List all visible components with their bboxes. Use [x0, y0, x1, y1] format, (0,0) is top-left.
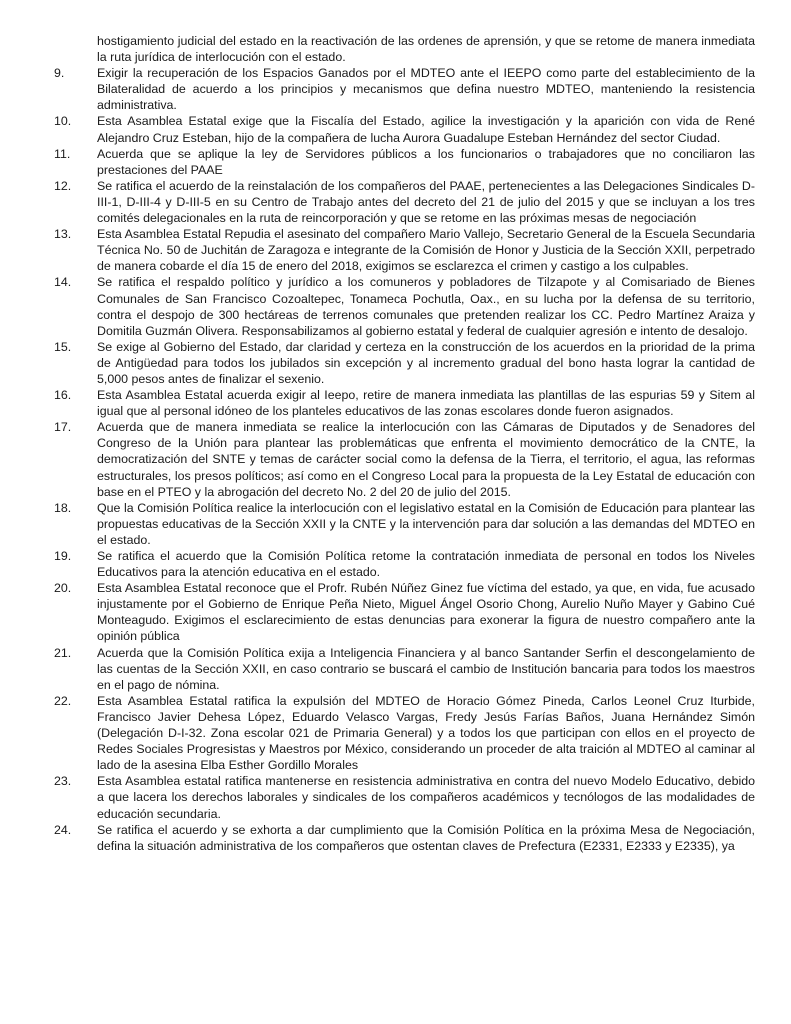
item-number: 19.: [54, 549, 72, 563]
list-item: [0, 226, 755, 274]
list-item: [0, 645, 755, 693]
continuation-paragraph: hostigamiento judicial del estado en la reactivación de las ordenes de aprensión, y que se retome de manera inmediata la ruta jurídica de interlocución con el estado.: [97, 34, 755, 65]
item-number: 16.: [54, 388, 72, 403]
item-text: Esta Asamblea estatal ratifica mantenerse en resistencia administrativa en contra del nuevo Modelo Educativo, debido a que lacera los derechos laborales y sindicales de los compañeros académicos y tecnólogos de las modalidades de educación secundaria.: [97, 774, 755, 821]
item-text: Se ratifica el acuerdo de la reinstalación de los compañeros del PAAE, pertenecientes a las Delegaciones Sindicales D-III-1, D-III-4 y D-III-5 en su Centro de Trabajo antes del decreto del 21 de julio del 2015 y que se incluyan a los tres comités delegacionales en la ruta de reincorporación y que se retome en las próximas mesas de negociación: [97, 178, 755, 226]
item-number: 11.: [54, 146, 71, 161]
list-item: [0, 580, 755, 644]
item-number: 9.: [54, 66, 65, 81]
item-text: Acuerda que se aplique la ley de Servidores públicos a los funcionarios o trabajadores que no conciliaron las prestaciones del PAAE: [97, 146, 755, 177]
item-text: Se ratifica el acuerdo y se exhorta a dar cumplimiento que la Comisión Política en la próxima Mesa de Negociación, defina la situación administrativa de los compañeros que ostentan claves de Prefectura (E2331, E2333 y E2335), ya: [97, 822, 755, 853]
list-item: [0, 693, 755, 773]
list-item: [0, 274, 755, 338]
item-text: Esta Asamblea Estatal acuerda exigir al Ieepo, retire de manera inmediata las plantillas de las espurias 59 y Sitem al igual que al personal idóneo de los planteles educativos de las zonas escolares donde fueron asignados.: [97, 388, 755, 419]
item-number: 18.: [54, 500, 72, 515]
list-item: [0, 419, 755, 499]
list-item: [0, 387, 755, 419]
item-number: 13.: [54, 227, 72, 242]
agreements-list: [0, 65, 755, 854]
list-item: [0, 500, 755, 548]
item-number: 15.: [54, 339, 72, 354]
list-item: [0, 65, 755, 113]
item-number: 10.: [54, 114, 72, 129]
item-text: Esta Asamblea Estatal reconoce que el Profr. Rubén Núñez Ginez fue víctima del estado, ya que, en vida, fue acusado injustamente por el Gobierno de Enrique Peña Nieto, Miguel Ángel Osorio Chong, Aurelio Nuño Mayer y Gabino Cué Monteagudo. Exigimos el esclarecimiento de estas denuncias para exonerar la figura de nuestro compañero ante la opinión pública: [97, 581, 755, 644]
list-item: [0, 548, 755, 580]
list-item: [0, 773, 755, 821]
item-number: 20.: [54, 581, 72, 596]
item-text: Exigir la recuperación de los Espacios Ganados por el MDTEO ante el IEEPO como parte del establecimiento de la Bilateralidad de acuerdo a los principios y mecanismos que defina nuestro MDTEO, manteniendo la resistencia administrativa.: [97, 66, 755, 113]
item-text: Esta Asamblea Estatal ratifica la expulsión del MDTEO de Horacio Gómez Pineda, Carlos Leonel Cruz Iturbide, Francisco Javier Dehesa López, Eduardo Velasco Vargas, Fredy Jesús Farías Baños, Juana Hernández Simón (Delegación D-I-32. Zona escolar 021 de Primaria General) y a todos los que participan con ellos en el proyecto de Redes Sociales Progresistas y Maestros por México, considerando un proceder de alta traición al MDTEO al caminar al lado de la asesina Elba Esther Gordillo Morales: [97, 693, 755, 773]
item-text: Que la Comisión Política realice la interlocución con el legislativo estatal en la Comisión de Educación para plantear las propuestas educativas de la Sección XXII y la CNTE y la intervención para dar solución a las demandas del MDTEO en el estado.: [97, 500, 755, 547]
item-text: Se ratifica el acuerdo que la Comisión Política retome la contratación inmediata de personal en todos los Niveles Educativos para la atención educativa en el estado.: [97, 549, 755, 580]
item-number: 24.: [54, 822, 72, 837]
item-text: Se ratifica el respaldo político y jurídico a los comuneros y pobladores de Tilzapote y al Comisariado de Bienes Comunales de San Francisco Cozoaltepec, Tonameca Pochutla, Oax., en su lucha por la defensa de su territorio, contra el despojo de 300 hectáreas de terrenos comunales que pretenden realizar los CC. Pedro Martínez Araiza y Domitila Guzmán Olivera. Responsabilizamos al gobierno estatal y federal de cualquier agresión e intento de desalojo.: [97, 275, 755, 338]
item-number: 14.: [54, 275, 72, 290]
item-text: Acuerda que de manera inmediata se realice la interlocución con las Cámaras de Diputados y de Senadores del Congreso de la Unión para plantear las problemáticas que enfrenta el movimiento democrático de la CNTE, la democratización del SNTE y temas de carácter social como la defensa de la Tierra, el territorio, el agua, las reformas estructurales, los presos políticos; así como en el Congreso Local para la propuesta de la Ley Estatal de educación con base en el PTEO y la abrogación del decreto No. 2 del 20 de julio del 2015.: [97, 420, 755, 499]
item-number: 17.: [54, 420, 72, 435]
item-number: 23.: [54, 774, 72, 789]
item-number: 22.: [54, 693, 72, 708]
item-text: Acuerda que la Comisión Política exija a Inteligencia Financiera y al banco Santander Serfin el descongelamiento de las cuentas de la Sección XXII, en caso contrario se buscará el cambio de Institución bancaria para todos los maestros en el pago de nómina.: [97, 645, 755, 692]
item-text: Se exige al Gobierno del Estado, dar claridad y certeza en la construcción de los acuerdos en la prioridad de la prima de Antigüedad para todos los jubilados sin excepción y al incremento gradual del bono hasta lograr la cantidad de 5,000 pesos antes de finalizar el sexenio.: [97, 339, 755, 386]
list-item: [0, 822, 755, 854]
item-number: 12.: [54, 178, 72, 193]
item-text: Esta Asamblea Estatal Repudia el asesinato del compañero Mario Vallejo, Secretario General de la Escuela Secundaria Técnica No. 50 de Juchitán de Zaragoza e integrante de la Comisión de Honor y Justicia de la Sección XXII, perpetrado de manera cobarde el día 15 de enero del 2018, exigimos se esclarezca el crimen y castigo a los culpables.: [97, 227, 755, 274]
item-number: 21.: [54, 645, 72, 660]
list-item: [0, 339, 755, 387]
list-item: [0, 113, 755, 145]
list-item: [0, 178, 755, 226]
list-item: [0, 146, 755, 178]
item-text: Esta Asamblea Estatal exige que la Fiscalía del Estado, agilice la investigación y la aparición con vida de René Alejandro Cruz Esteban, hijo de la compañera de lucha Aurora Guadalupe Esteban Hernández del sector Ciudad.: [97, 114, 755, 145]
